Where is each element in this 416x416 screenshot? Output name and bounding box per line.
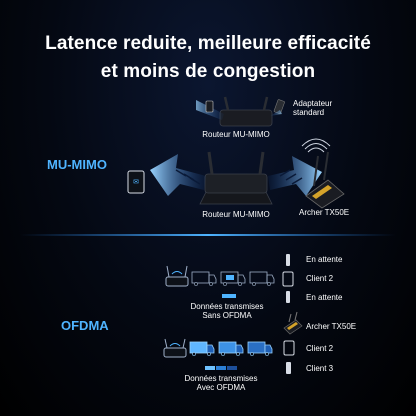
client2-top-icon xyxy=(283,272,293,286)
adapter-label-line-1: Adaptateur xyxy=(293,99,333,108)
client-waiting-top-icon xyxy=(286,254,290,266)
with-caption-line-2: Avec OFDMA xyxy=(196,383,246,392)
ofdma-router-bottom-icon xyxy=(164,339,186,357)
phone-icon xyxy=(206,101,213,112)
left-beam-arrow xyxy=(150,154,206,196)
without-ofdma-caption xyxy=(172,302,282,320)
client2-bottom-label: Client 2 xyxy=(306,344,334,353)
client2-top-label: Client 2 xyxy=(306,274,334,283)
client2-bottom-icon xyxy=(284,341,294,355)
ofdma-router-top-icon xyxy=(166,266,188,286)
client-waiting-mid-icon xyxy=(286,291,290,303)
tablet-icon xyxy=(128,171,144,193)
without-caption-line-2: Sans OFDMA xyxy=(202,311,252,320)
status-waiting-top: En attente xyxy=(306,255,343,264)
truck-icon xyxy=(250,272,274,286)
headline-line-1: Latence reduite, meilleure efficacité xyxy=(45,33,371,54)
legend-bar-without xyxy=(222,294,236,298)
trucks-with-ofdma xyxy=(190,342,272,356)
large-router-icon xyxy=(200,152,272,204)
truck-icon xyxy=(248,342,272,356)
wifi-signal-icon xyxy=(302,139,330,152)
archer-card-ofdma-icon xyxy=(284,312,302,334)
adapter-label-line-2: standard xyxy=(293,108,325,117)
client3-bottom-icon xyxy=(286,362,291,374)
truck-icon xyxy=(219,342,243,356)
archer-label-mumimo: Archer TX50E xyxy=(299,208,350,217)
legend-bars-with xyxy=(205,366,237,370)
without-caption-line-1: Données transmises xyxy=(190,302,264,311)
section-divider xyxy=(20,234,396,236)
ofdma-section-label: OFDMA xyxy=(61,318,109,333)
archer-label-ofdma: Archer TX50E xyxy=(306,322,357,331)
truck-icon xyxy=(192,272,216,286)
with-ofdma-caption xyxy=(166,374,276,392)
with-caption-line-1: Données transmises xyxy=(184,374,258,383)
router-small-label: Routeur MU-MIMO xyxy=(202,130,270,139)
adapter-label xyxy=(293,99,332,117)
svg-text:✉: ✉ xyxy=(133,179,139,186)
trucks-without-ofdma xyxy=(192,272,274,286)
mumimo-section-label: MU-MIMO xyxy=(47,157,107,172)
truck-icon xyxy=(190,342,214,356)
router-large-label: Routeur MU-MIMO xyxy=(202,210,270,219)
status-waiting-mid: En attente xyxy=(306,293,343,302)
headline-line-2: et moins de congestion xyxy=(100,61,316,82)
cargo-block xyxy=(226,275,234,280)
client3-bottom-label: Client 3 xyxy=(306,364,334,373)
